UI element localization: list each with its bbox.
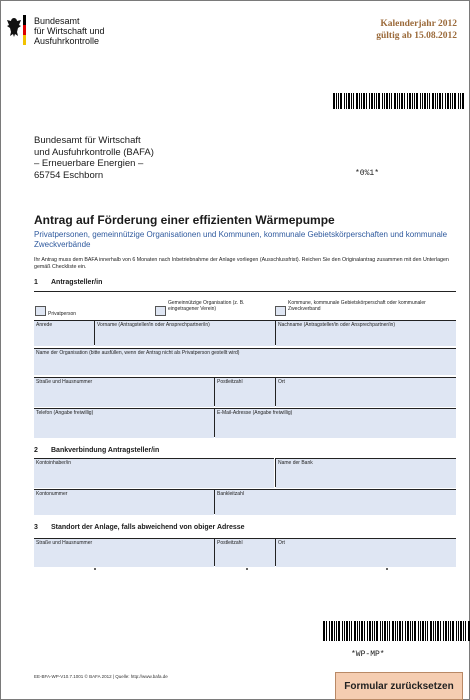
street-field[interactable]: Straße und Hausnummer [34,377,214,407]
email-field[interactable]: E-Mail-Adresse (Angabe freiwillig) [215,408,456,438]
checkbox-organisation[interactable] [155,306,166,316]
federal-eagle-icon [6,16,22,38]
footer-text: EE-BFA-WP-V10.7.1001 © BAFA 2012 | Quelle: http://www.bafa.de [34,674,168,679]
site-street-field[interactable]: Straße und Hausnummer [34,538,214,567]
fold-mark [94,568,96,570]
recipient-address: Bundesamt für Wirtschaft und Ausfuhrkontrolle (BAFA) – Erneuerbare Energien – 65754 Eschborn [34,135,154,181]
option-privatperson-label: Privatperson [48,311,77,317]
salutation-field[interactable]: Anrede [34,320,94,346]
organisation-name-field[interactable]: Name der Organisation (bitte ausfüllen, wenn der Antrag nicht als Privatperson gestellt wird) [34,348,456,375]
form-code: *WP-MP* [351,650,385,659]
reset-form-button[interactable]: Formular zurücksetzen [335,672,463,700]
last-name-field[interactable]: Nachname (Antragsteller/in oder Ansprechpartner/in) [276,320,456,346]
form-subtitle: Privatpersonen, gemeinnützige Organisationen und Kommunen, kommunale Gebietskörperschaften und kommunale Zweckverbände [34,230,448,249]
first-name-field[interactable]: Vorname (Antragsteller/in oder Ansprechpartner/in) [95,320,275,346]
validity-info [376,18,457,42]
fold-mark [386,568,388,570]
option-kommune-label: Kommune, kommunale Gebietskörperschaft oder kommunaler Zweckverband [288,300,426,312]
checkbox-privatperson[interactable] [35,306,46,316]
divider [34,291,456,292]
section-3-heading: 3 Standort der Anlage, falls abweichend von obiger Adresse [34,524,245,531]
bottom-barcode [323,621,470,641]
valid-from: gültig ab 15.08.2012 [376,31,457,41]
site-city-field[interactable]: Ort [276,538,456,567]
account-holder-field[interactable]: Kontoinhaber/in [34,458,274,488]
bank-code-field[interactable]: Bankleitzahl [215,489,456,515]
organisation-name: Bundesamt für Wirtschaft und Ausfuhrkontrolle [34,16,105,46]
phone-field[interactable]: Telefon (Angabe freiwillig) [34,408,214,438]
section-1-heading: 1 Antragsteller/in [34,279,103,286]
account-number-field[interactable]: Kontonummer [34,489,214,515]
option-organisation-label: Gemeinnützige Organisation (z. B. eingetragener Verein) [168,300,245,312]
postcode-field[interactable]: Postleitzahl [215,377,275,407]
site-postcode-field[interactable]: Postleitzahl [215,538,275,567]
flag-stripe [23,15,26,45]
fold-mark [246,568,248,570]
checkbox-kommune[interactable] [275,306,286,316]
address-code: *0%1* [355,169,380,178]
form-title: Antrag auf Förderung einer effizienten Wärmepumpe [34,213,335,227]
calendar-year: Kalenderjahr 2012 [380,19,457,29]
top-barcode [333,93,465,109]
bank-name-field[interactable]: Name der Bank [276,458,456,488]
city-field[interactable]: Ort [276,377,456,407]
deadline-note: Ihr Antrag muss dem BAFA innerhalb von 6 Monaten nach Inbetriebnahme der Anlage vorliegen (Ausschlussfrist). Reichen Sie den Originalantrag zusammen mit den Unterlagen gemäß Checkliste ein. [34,257,449,270]
section-2-heading: 2 Bankverbindung Antragsteller/in [34,447,160,454]
